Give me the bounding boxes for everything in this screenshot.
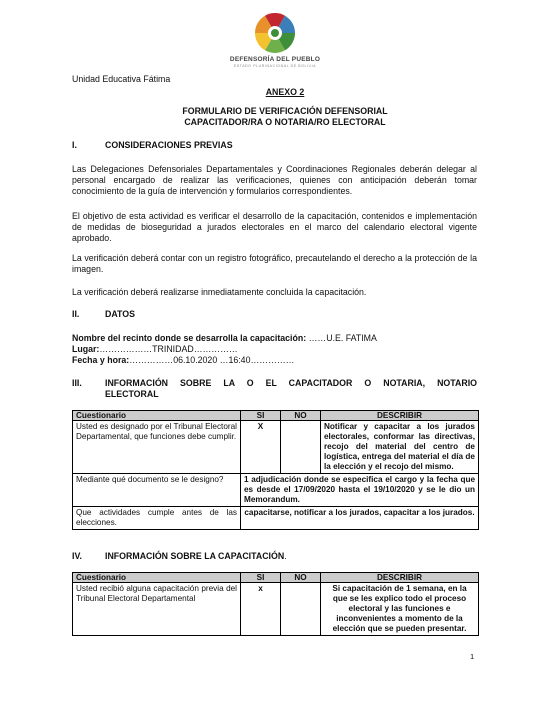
page-number: 1 [470,652,475,661]
table-row [73,583,479,636]
section1-paragraph2: El objetivo de esta actividad es verificar el desarrollo de la capacitación, contenidos e implementación de medidas de bioseguridad a jurados electorales en el marco del calendario electoral vigente aprobado. [72,211,477,243]
fecha-line [72,355,294,366]
header-no: NO [281,573,321,583]
table-row [73,507,479,530]
recinto-value: ……U.E. FATIMA [306,333,377,343]
describe-cell: Notificar y capacitar a los jurados electorales, conformar las directivas, recojo del material del centro de logística, entrega del material el día de la elección y el recojo del mismo. [321,421,479,474]
question-cell: Usted es designado por el Tribunal Electoral Departamental, que funciones debe cumplir. [73,421,241,474]
question-cell: Usted recibió alguna capacitación previa del Tribunal Electoral Departamental [73,583,241,636]
form-title-line2: CAPACITADOR/RA O NOTARIA/RO ELECTORAL [184,117,386,127]
section1-title: CONSIDERACIONES PREVIAS [105,140,233,150]
section2-number: II. [72,309,80,319]
table-row [73,421,479,474]
header-cuestionario: Cuestionario [73,411,241,421]
defensoria-logo-icon [250,8,300,58]
table-row [73,474,479,507]
section3-title-line1: INFORMACIÓN SOBRE LA O EL CAPACITADOR O NOTARIA, NOTARIO [105,378,477,388]
describe-cell: Si capacitación de 1 semana, en la que se les explico todo el proceso electoral y las funciones e inconvenientes a momento de la elección que se pueden presentar. [321,583,479,636]
recinto-line [72,333,377,344]
section4-number: IV. [72,551,82,561]
section4-table [72,572,479,636]
fecha-label: Fecha y hora: [72,355,130,365]
fecha-value: ……………06.10.2020 …16:40…………… [129,355,295,365]
no-cell [281,583,321,636]
answer-cell: 1 adjudicación donde se especifica el cargo y la fecha que es desde el 17/09/2020 hasta el 19/10/2020 y se le dio un Memorandum. [241,474,479,507]
header-si: SI [241,411,281,421]
section4-title-line [105,551,287,562]
org-subtitle: ESTADO PLURINACIONAL DE BOLIVIA [233,64,317,68]
answer-cell: capacitarse, notificar a los jurados, capacitar a los jurados. [241,507,479,530]
section3-table-header [73,411,479,421]
header-no: NO [281,411,321,421]
no-cell [281,421,321,474]
form-title-line1: FORMULARIO DE VERIFICACIÓN DEFENSORIAL [182,106,388,116]
question-cell: Mediante qué documento se le designo? [73,474,241,507]
section3-title-line2: ELECTORAL [105,389,159,399]
school-name: Unidad Educativa Fátima [72,74,171,84]
header-cuestionario: Cuestionario [73,573,241,583]
recinto-label: Nombre del recinto donde se desarrolla la capacitación: [72,333,307,343]
si-cell: X [241,421,281,474]
question-cell: Que actividades cumple antes de las elecciones. [73,507,241,530]
section1-paragraph3: La verificación deberá contar con un registro fotográfico, precautelando el derecho a la protección de la imagen. [72,253,477,274]
header-si: SI [241,573,281,583]
section1-paragraph1: Las Delegaciones Defensoriales Departamentales y Coordinaciones Regionales deberán delegar al personal encargado de realizar las verificaciones, quienes con anticipación deberán tomar conocimiento de la guía de intervención y formularios correspondientes. [72,164,477,196]
section1-number: I. [72,140,77,150]
section3-table [72,410,479,530]
section4-title: INFORMACIÓN SOBRE LA CAPACITACIÓN [105,551,285,561]
section4-table-header [73,573,479,583]
lugar-label: Lugar: [72,344,100,354]
org-name: DEFENSORÍA DEL PUEBLO [229,56,321,63]
header-describir: DESCRIBIR [321,573,479,583]
lugar-value: ………………TRINIDAD…………… [99,344,238,354]
lugar-line [72,344,238,355]
si-cell: x [241,583,281,636]
header-describir: DESCRIBIR [321,411,479,421]
section3-number: III. [72,378,82,388]
section2-title: DATOS [105,309,135,319]
section1-paragraph4: La verificación deberá realizarse inmediatamente concluida la capacitación. [72,287,367,297]
section4-title-suffix: . [284,551,287,561]
annex-title: ANEXO 2 [265,87,305,97]
